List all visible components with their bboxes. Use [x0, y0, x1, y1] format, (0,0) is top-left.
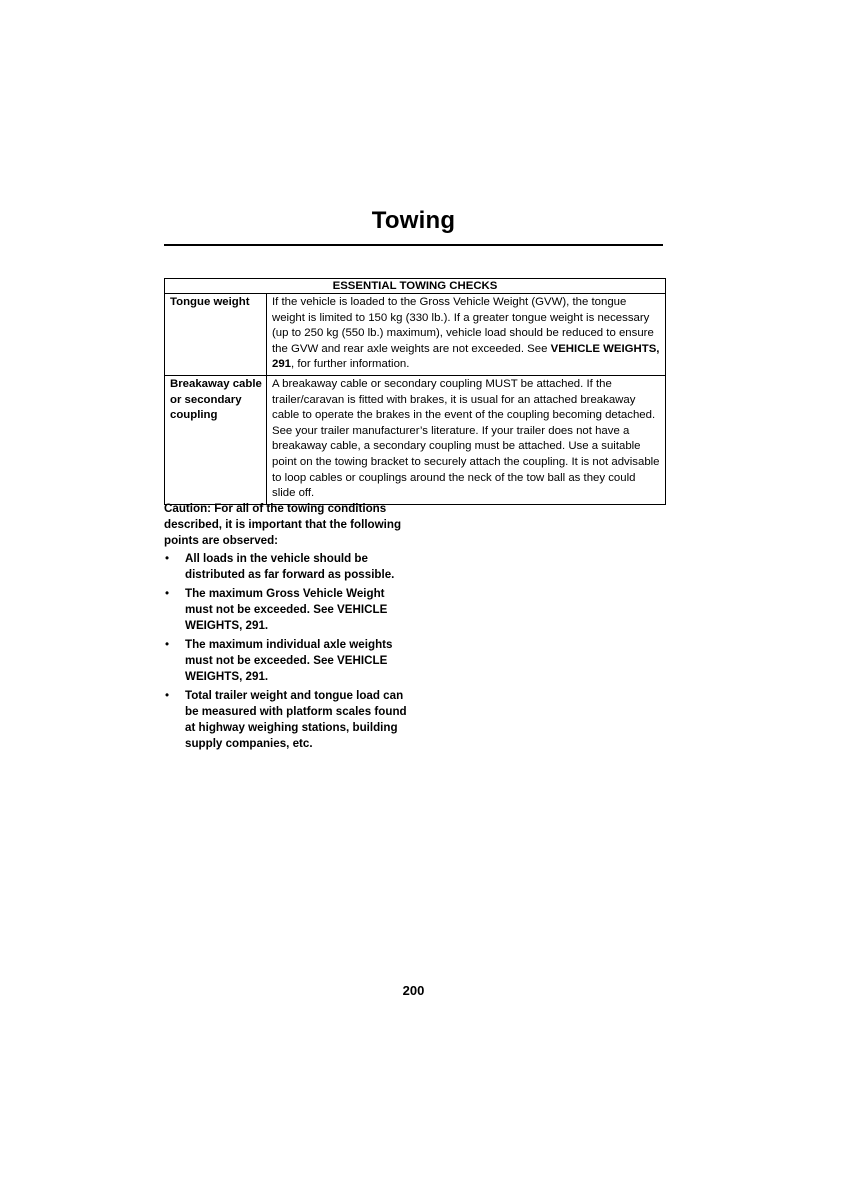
- row-text-breakaway-cable: A breakaway cable or secondary coupling MUST be attached. If the trailer/caravan is fitted with brakes, it is usual for an attached breakaway cable to operate the brakes in the event of the coupling becoming detached. See your trailer manufacturer’s literature. If your trailer does not have a breakaway cable, a secondary coupling must be attached. Use a suitable point on the towing bracket to securely attach the coupling. It is not advisable to loop cables or couplings around the neck of the tow ball as they could slide off.: [267, 375, 666, 504]
- bullet-icon: •: [165, 689, 170, 702]
- list-item-text: The maximum individual axle weights must not be exceeded. See VEHICLE WEIGHTS, 291.: [185, 638, 393, 683]
- row-text-part: , for further information.: [291, 358, 410, 371]
- table-header: ESSENTIAL TOWING CHECKS: [165, 279, 666, 294]
- bullet-icon: •: [165, 587, 170, 600]
- row-text-tongue-weight: [267, 294, 666, 376]
- caution-intro: Caution: For all of the towing conditions described, it is important that the following points are observed:: [164, 502, 402, 547]
- list-item: [164, 637, 414, 685]
- list-item: [164, 586, 414, 634]
- page-title: Towing: [371, 207, 456, 234]
- table-row: [165, 294, 666, 376]
- bullet-icon: •: [165, 638, 170, 651]
- row-text-part: If the vehicle is loaded to the Gross Vehicle Weight (GVW), the tongue weight is limited to 150 kg (330 lb.). If a greater tongue weight is necessary (up to 250 kg (550 lb.) maximum), vehicle load should be reduced to ensure the GVW and rear axle weights are not exceeded. See: [272, 296, 654, 355]
- caution-points-list: [164, 551, 414, 755]
- page-number: 200: [402, 983, 425, 998]
- bullet-icon: •: [165, 552, 170, 565]
- table-header-row: [165, 279, 666, 294]
- row-label-tongue-weight: Tongue weight: [165, 294, 267, 376]
- essential-towing-checks-table: [164, 278, 666, 505]
- cross-reference-vehicle-weights: VEHICLE WEIGHTS, 291: [272, 342, 660, 371]
- table-row: [165, 375, 666, 504]
- list-item: [164, 688, 414, 752]
- list-item-text: Total trailer weight and tongue load can be measured with platform scales found at highway weighing stations, building supply companies, etc.: [185, 689, 407, 750]
- list-item: [164, 551, 414, 583]
- list-item-text: All loads in the vehicle should be distributed as far forward as possible.: [185, 552, 395, 581]
- row-label-breakaway-cable: Breakaway cable or secondary coupling: [165, 375, 267, 504]
- title-divider: [164, 244, 663, 246]
- list-item-text: The maximum Gross Vehicle Weight must not be exceeded. See VEHICLE WEIGHTS, 291.: [185, 587, 388, 632]
